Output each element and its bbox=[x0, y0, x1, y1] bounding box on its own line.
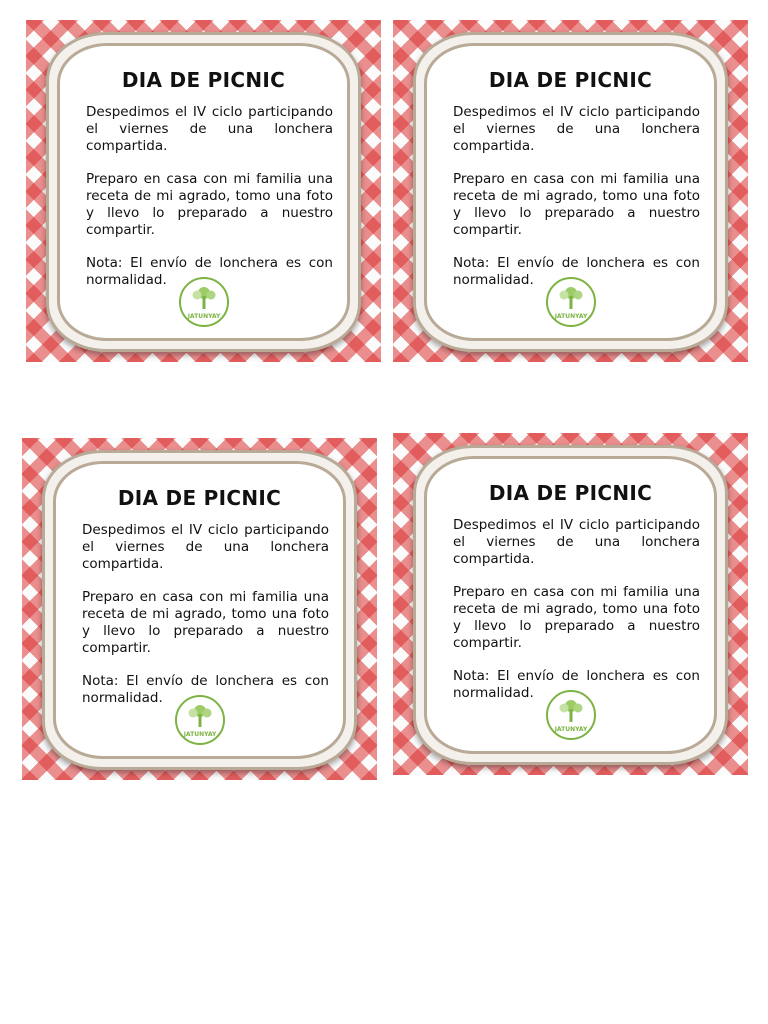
card-frame bbox=[42, 450, 357, 770]
card-frame-inner bbox=[424, 456, 717, 754]
card-paragraph-2: Preparo en casa con mi familia una receta de mi agrado, tomo una foto y llevo lo preparado a nuestro compartir. bbox=[453, 171, 700, 238]
svg-text:JATUNYAY: JATUNYAY bbox=[554, 726, 587, 733]
card-title: DIA DE PICNIC bbox=[121, 68, 286, 92]
card-paragraph-1: Despedimos el IV ciclo participando el viernes de una lonchera compartida. bbox=[82, 522, 329, 572]
svg-text:JATUNYAY: JATUNYAY bbox=[187, 313, 220, 320]
card-title: DIA DE PICNIC bbox=[488, 481, 653, 505]
card-frame-inner bbox=[424, 43, 717, 341]
svg-text:JATUNYAY: JATUNYAY bbox=[183, 731, 216, 738]
card-body bbox=[86, 104, 333, 305]
card-paragraph-2: Preparo en casa con mi familia una receta de mi agrado, tomo una foto y llevo lo preparado a nuestro compartir. bbox=[86, 171, 333, 238]
picnic-card-1 bbox=[26, 20, 381, 362]
card-paragraph-2: Preparo en casa con mi familia una receta de mi agrado, tomo una foto y llevo lo preparado a nuestro compartir. bbox=[453, 584, 700, 651]
card-body bbox=[453, 517, 700, 718]
card-paragraph-1: Despedimos el IV ciclo participando el viernes de una lonchera compartida. bbox=[453, 104, 700, 154]
jatunyay-logo-icon bbox=[541, 689, 601, 741]
card-paragraph-3: Nota: El envío de lonchera es con normalidad. bbox=[82, 673, 329, 706]
picnic-card-2 bbox=[393, 20, 748, 362]
card-frame bbox=[413, 445, 728, 765]
card-title: DIA DE PICNIC bbox=[488, 68, 653, 92]
card-paragraph-3: Nota: El envío de lonchera es con normalidad. bbox=[86, 255, 333, 288]
picnic-card-3 bbox=[22, 438, 377, 780]
card-frame-inner bbox=[53, 461, 346, 759]
card-frame bbox=[46, 32, 361, 352]
card-body bbox=[82, 522, 329, 723]
jatunyay-logo-icon bbox=[174, 276, 234, 328]
jatunyay-logo-icon bbox=[170, 694, 230, 746]
svg-text:JATUNYAY: JATUNYAY bbox=[554, 313, 587, 320]
card-paragraph-3: Nota: El envío de lonchera es con normalidad. bbox=[453, 668, 700, 701]
card-title: DIA DE PICNIC bbox=[117, 486, 282, 510]
jatunyay-logo-icon bbox=[541, 276, 601, 328]
card-paragraph-1: Despedimos el IV ciclo participando el viernes de una lonchera compartida. bbox=[86, 104, 333, 154]
card-paragraph-3: Nota: El envío de lonchera es con normalidad. bbox=[453, 255, 700, 288]
card-frame-inner bbox=[57, 43, 350, 341]
card-body bbox=[453, 104, 700, 305]
card-paragraph-2: Preparo en casa con mi familia una receta de mi agrado, tomo una foto y llevo lo preparado a nuestro compartir. bbox=[82, 589, 329, 656]
picnic-card-4 bbox=[393, 433, 748, 775]
card-frame bbox=[413, 32, 728, 352]
card-paragraph-1: Despedimos el IV ciclo participando el viernes de una lonchera compartida. bbox=[453, 517, 700, 567]
